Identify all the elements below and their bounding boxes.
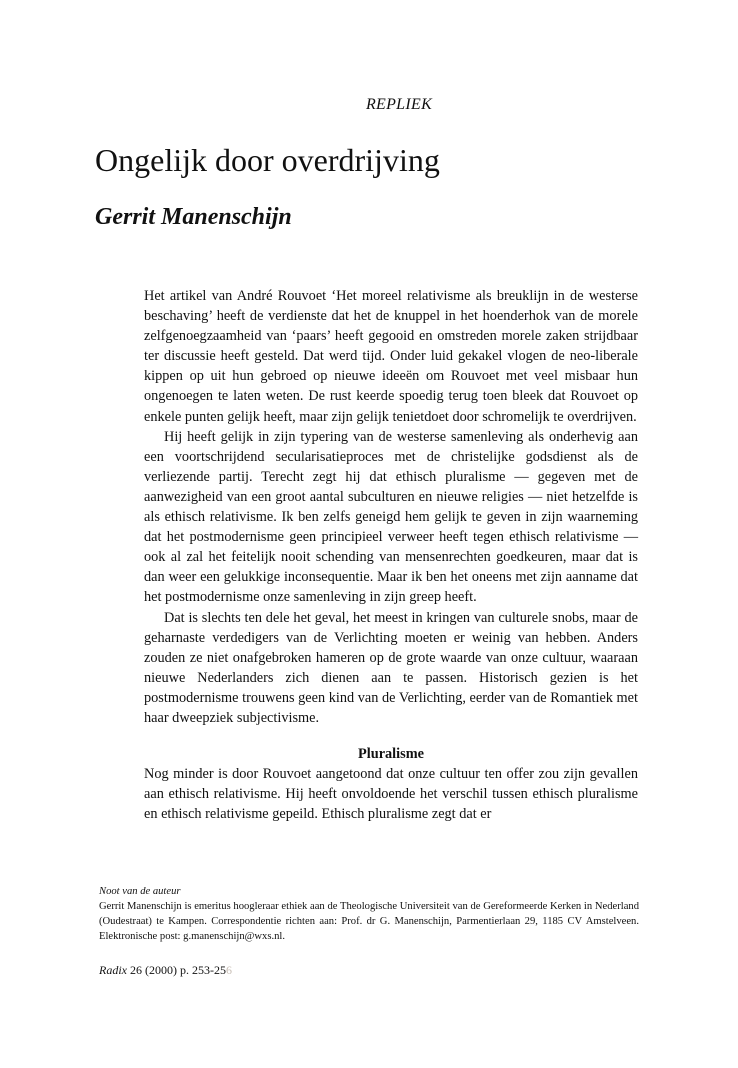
body-paragraph-3: Dat is slechts ten dele het geval, het meest in kringen van culturele snobs, maar de geharnaste verdedigers van de Verlichting moeten er weinig van hebben. Anders zouden ze niet onafgebroken hameren op de grote waarde van onze cultuur, waaraan nieuwe Nederlanders zich dienen aan te passen. Historisch gezien is het postmodernisme trouwens geen kind van de Verlichting, eerder van de Romantiek met haar dweepziek subjectivisme. [144, 609, 638, 726]
section-heading-pluralisme: Pluralisme [358, 746, 424, 763]
article-title: Ongelijk door overdrijving [95, 142, 440, 178]
author-footnote [99, 884, 639, 944]
body-paragraph-1: Het artikel van André Rouvoet ‘Het moreel relativisme als breuklijn in de westerse beschaving’ heeft de verdienste dat het de knuppel in het hoenderhok van de morele zelfgenoegzaamheid van ‘paars’ heeft gegooid en omstreden morele zaken strijdbaar ter discussie heeft gesteld. Dat werd tijd. Onder luid gekakel vlogen de neo-liberale kippen op uit hun gebroed op nieuwe ideeën om Rouvoet met veel misbaar hun ongenoegen te laten weten. De rust keerde spoedig terug toen bleek dat Rouvoet op enkele punten gelijk heeft, maar zijn gelijk tenietdoet door schromelijk te overdrijven. [144, 288, 638, 425]
body-paragraph-4: Nog minder is door Rouvoet aangetoond dat onze cultuur ten offer zou zijn gevallen aan ethisch relativisme. Hij heeft onvoldoende het verschil tussen ethisch pluralisme en ethisch relativisme gepeild. Ethisch pluralisme zegt dat er [144, 766, 638, 823]
footnote-text: Gerrit Manenschijn is emeritus hoogleraar ethiek aan de Theologische Universiteit van de Gereformeerde Kerken in Nederland (Oudestraat) te Kampen. Correspondentie richten aan: Prof. dr G. Manenschijn, Parmentierlaan 29, 1185 CV Amstelveen. Elektronische post: g.manenschijn@wxs.nl. [99, 901, 639, 942]
article-body [144, 286, 638, 824]
body-paragraph-2: Hij heeft gelijk in zijn typering van de westerse samenleving als onderhevig aan een voortschrijdend secularisatieproces met de christelijke godsdienst als de verliezende partij. Terecht zegt hij dat ethisch pluralisme — gegeven met de aanwezigheid van een groot aantal subculturen en nieuwe religies — niet hetzelfde is als ethisch relativisme. Ik ben zelfs geneigd hem gelijk te geven in zijn waarneming dat het postmodernisme geen principieel verweer heeft tegen ethisch relativisme — ook al zal het feitelijk nooit schending van mensenrechten goedkeuren, maar dat is dan weer een gelukkige inconsequentie. Maar ik ben het oneens met zijn aanname dat het postmodernisme onze samenleving in zijn greep heeft. [144, 428, 638, 606]
journal-name: Radix [99, 963, 127, 977]
journal-citation [99, 963, 232, 978]
citation-last-digit: 6 [226, 963, 232, 977]
footnote-label: Noot van de auteur [99, 886, 181, 897]
article-author: Gerrit Manenschijn [95, 204, 292, 230]
section-kicker: REPLIEK [365, 96, 433, 113]
citation-details: 26 (2000) p. 253-25 [127, 963, 226, 977]
